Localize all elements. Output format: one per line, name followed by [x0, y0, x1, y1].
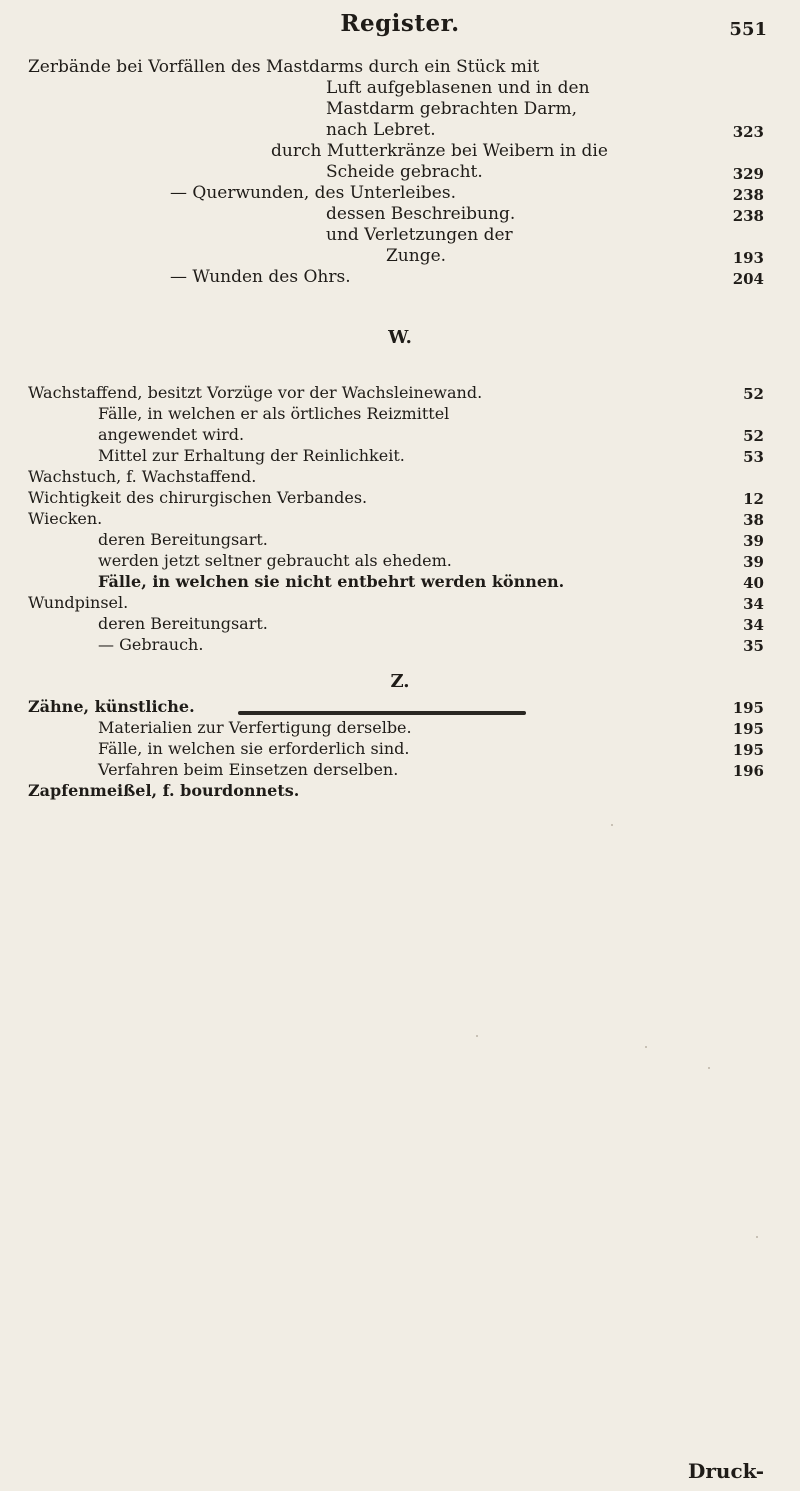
page-reference: 238 [732, 207, 764, 225]
entry-line: und Verletzungen der [326, 225, 513, 245]
running-head-title: Register. [340, 10, 460, 37]
page-reference: 52 [743, 385, 764, 403]
paper-speck [708, 1067, 710, 1069]
page-reference: 238 [732, 186, 764, 204]
entry-line: Mastdarm gebrachten Darm, [326, 99, 577, 119]
entry-line: Wachstaffend, besitzt Vorzüge vor der Wachsleinewand. [28, 383, 483, 402]
entry-line: — Wunden des Ohrs. [170, 267, 351, 287]
entry-line: Fälle, in welchen sie nicht entbehrt werden können. [98, 572, 565, 591]
entry-line: Wundpinsel. [28, 593, 129, 612]
paper-speck [756, 1236, 758, 1238]
page-reference: 39 [743, 553, 764, 571]
entry-line: — Querwunden, des Unterleibes. [170, 183, 456, 203]
entry-line: deren Bereitungsart. [98, 614, 268, 633]
page-reference: 196 [732, 762, 764, 780]
paper-speck [611, 824, 613, 826]
entry-line: Luft aufgeblasenen und in den [326, 78, 590, 98]
entry-line: Wichtigkeit des chirurgischen Verbandes. [28, 488, 368, 507]
entry-line: Wiecken. [28, 509, 103, 528]
entry-line: Wachstuch, f. Wachstaffend. [28, 467, 257, 486]
page-reference: 53 [743, 448, 764, 466]
page-reference: 52 [743, 427, 764, 445]
entry-line: Fälle, in welchen sie erforderlich sind. [98, 739, 410, 758]
entry-line: angewendet wird. [98, 425, 245, 444]
entry-line: durch Mutterkränze bei Weibern in die [271, 141, 608, 161]
section-letter-w: W. [388, 327, 412, 348]
page-reference: 40 [743, 574, 764, 592]
entry-line: nach Lebret. [326, 120, 436, 140]
entry-line: Zähne, künstliche. [28, 697, 195, 716]
page-reference: 329 [732, 165, 764, 183]
page-reference: 39 [743, 532, 764, 550]
entry-line: werden jetzt seltner gebraucht als ehedem. [98, 551, 452, 570]
page-reference: 12 [743, 490, 764, 508]
entry-line: Materialien zur Verfertigung derselbe. [98, 718, 412, 737]
page-reference: 204 [732, 270, 764, 288]
entry-line: Mittel zur Erhaltung der Reinlichkeit. [98, 446, 405, 465]
entry-line: Zerbände bei Vorfällen des Mastdarms durch ein Stück mit [28, 57, 540, 77]
entry-line: deren Bereitungsart. [98, 530, 268, 549]
page-reference: 34 [743, 595, 764, 613]
paper-speck [476, 1035, 478, 1037]
entry-line: Scheide gebracht. [326, 162, 483, 182]
section-letter-z: Z. [390, 671, 410, 692]
entry-line: — Gebrauch. [98, 635, 204, 654]
page-reference: 35 [743, 637, 764, 655]
catchword: Druck- [688, 1459, 764, 1483]
entry-line: Fälle, in welchen er als örtliches Reizmittel [98, 404, 450, 423]
page-number: 551 [729, 19, 767, 40]
page-reference: 34 [743, 616, 764, 634]
page-reference: 38 [743, 511, 764, 529]
page-reference: 195 [732, 741, 764, 759]
entry-line: Zapfenmeißel, f. bourdonnets. [28, 781, 300, 800]
page-reference: 195 [732, 699, 764, 717]
entry-line: Verfahren beim Einsetzen derselben. [98, 760, 399, 779]
entry-line: Zunge. [386, 246, 447, 266]
page-reference: 195 [732, 720, 764, 738]
entry-line: dessen Beschreibung. [326, 204, 516, 224]
page-reference: 323 [732, 123, 764, 141]
paper-speck [645, 1046, 647, 1048]
page-reference: 193 [732, 249, 764, 267]
bottom-rule [238, 711, 526, 715]
